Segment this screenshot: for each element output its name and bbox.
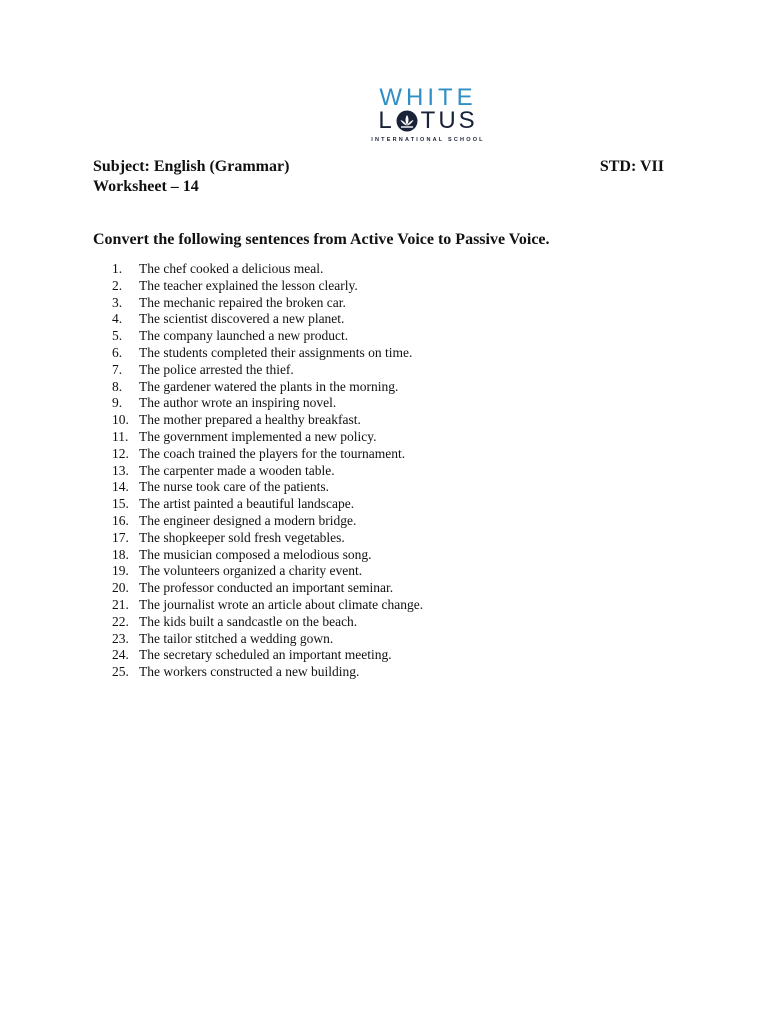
question-number: 24. (112, 647, 129, 663)
question-text: The gardener watered the plants in the morning. (139, 378, 399, 394)
question-number: 1. (112, 261, 123, 276)
question-text: The artist painted a beautiful landscape. (139, 496, 355, 512)
question-text: The engineer designed a modern bridge. (139, 512, 357, 528)
logo-word-lotus (345, 108, 511, 134)
question-item (112, 530, 423, 547)
question-text: The government implemented a new policy. (139, 428, 377, 444)
question-item (112, 295, 423, 312)
question-number: 16. (112, 512, 129, 528)
question-number: 11. (112, 428, 129, 444)
school-logo (345, 86, 511, 146)
question-text: The mechanic repaired the broken car. (139, 294, 346, 310)
question-number: 6. (112, 344, 123, 360)
question-text: The scientist discovered a new planet. (139, 311, 345, 327)
question-text: The kids built a sandcastle on the beach. (139, 613, 358, 629)
question-text: The tailor stitched a wedding gown. (139, 630, 334, 646)
question-text: The shopkeeper sold fresh vegetables. (139, 529, 345, 545)
question-item (112, 580, 423, 597)
question-item (112, 311, 423, 328)
logo-letter-l: L (378, 107, 395, 134)
worksheet-number: Worksheet – 14 (93, 178, 199, 195)
question-item (112, 345, 423, 362)
subject-heading: Subject: English (Grammar) (93, 158, 290, 175)
question-text: The professor conducted an important seminar. (139, 580, 394, 596)
logo-letters-tus: TUS (420, 107, 478, 134)
question-number: 7. (112, 361, 123, 377)
question-text: The secretary scheduled an important meeting. (139, 647, 392, 663)
instruction-heading: Convert the following sentences from Active Voice to Passive Voice. (93, 231, 550, 248)
question-item (112, 496, 423, 513)
question-list (112, 261, 423, 681)
question-item (112, 513, 423, 530)
question-item (112, 429, 423, 446)
question-item (112, 647, 423, 664)
question-text: The workers constructed a new building. (139, 664, 360, 680)
logo-word-white: WHITE (379, 84, 477, 111)
question-text: The company launched a new product. (139, 328, 349, 344)
question-text: The students completed their assignments on time. (139, 344, 413, 360)
question-item (112, 412, 423, 429)
question-number: 5. (112, 328, 123, 344)
question-number: 12. (112, 445, 129, 461)
question-text: The author wrote an inspiring novel. (139, 395, 337, 411)
question-number: 13. (112, 462, 129, 478)
question-text: The carpenter made a wooden table. (139, 462, 335, 478)
question-number: 17. (112, 529, 129, 545)
question-text: The teacher explained the lesson clearly. (139, 277, 358, 293)
question-number: 9. (112, 395, 123, 411)
question-item (112, 664, 423, 681)
question-item (112, 328, 423, 345)
question-text: The mother prepared a healthy breakfast. (139, 412, 361, 428)
std-heading: STD: VII (599, 158, 664, 175)
question-number: 4. (112, 311, 123, 327)
question-number: 8. (112, 378, 123, 394)
question-number: 10. (112, 412, 129, 428)
question-item (112, 446, 423, 463)
question-number: 19. (112, 563, 129, 579)
question-item (112, 479, 423, 496)
question-number: 18. (112, 546, 129, 562)
question-item (112, 395, 423, 412)
question-number: 20. (112, 580, 129, 596)
question-item (112, 278, 423, 295)
question-item (112, 362, 423, 379)
question-text: The journalist wrote an article about climate change. (139, 596, 424, 612)
question-item (112, 379, 423, 396)
question-number: 15. (112, 496, 129, 512)
question-item (112, 631, 423, 648)
question-text: The volunteers organized a charity event. (139, 563, 363, 579)
question-text: The police arrested the thief. (139, 361, 294, 377)
question-number: 23. (112, 630, 129, 646)
question-item (112, 563, 423, 580)
question-item (112, 547, 423, 564)
logo-tagline: INTERNATIONAL SCHOOL (371, 137, 485, 143)
question-number: 2. (112, 277, 123, 293)
question-item (112, 597, 423, 614)
question-text: The musician composed a melodious song. (139, 546, 372, 562)
question-item (112, 463, 423, 480)
question-item (112, 614, 423, 631)
lotus-icon (396, 110, 418, 132)
question-number: 14. (112, 479, 129, 495)
question-number: 3. (112, 294, 123, 310)
question-item (112, 261, 423, 278)
question-text: The chef cooked a delicious meal. (139, 261, 324, 276)
question-number: 25. (112, 664, 129, 680)
question-text: The nurse took care of the patients. (139, 479, 330, 495)
question-number: 22. (112, 613, 129, 629)
question-number: 21. (112, 596, 129, 612)
question-text: The coach trained the players for the tournament. (139, 445, 406, 461)
